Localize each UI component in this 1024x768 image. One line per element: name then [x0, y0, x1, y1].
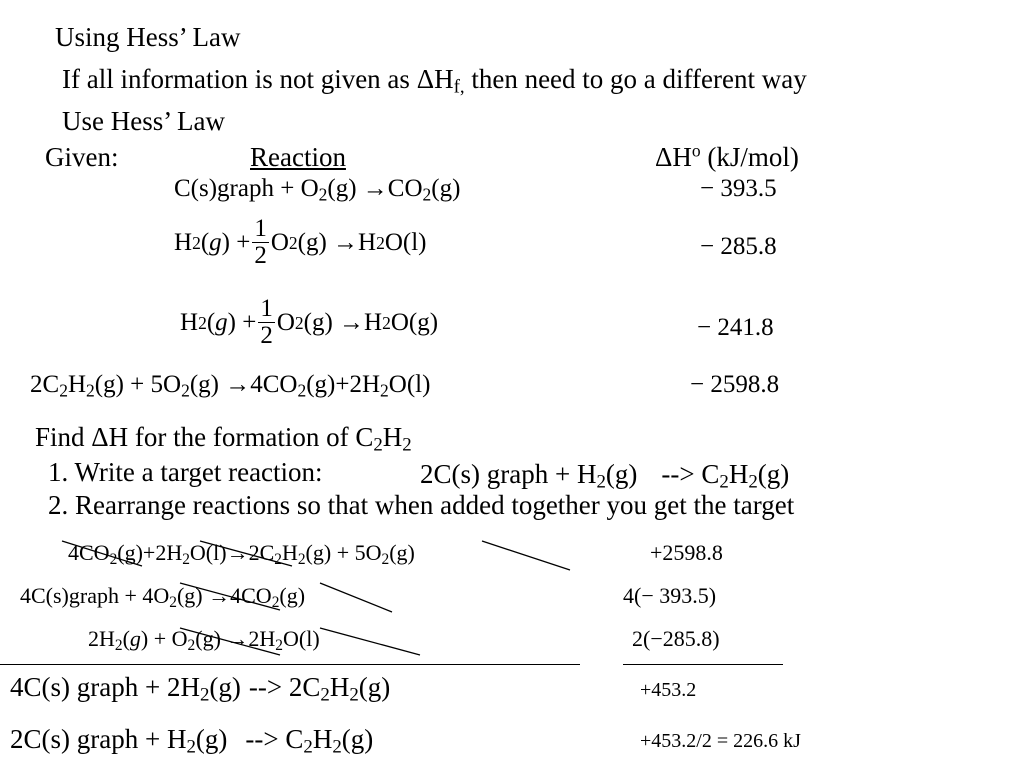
intro-line-1: If all information is not given as $\Delta H_{f,}$ then need to go a different way	[62, 64, 807, 98]
strike-2h2o-right	[320, 628, 420, 655]
given-reaction-2: H 2 ( g ) + $\frac{1}{2}$ O 2 (g) →H 2 O(l)	[174, 215, 427, 270]
rearranged-reaction-2: 4C(s)graph + $4O_2(g) \to 4CO_2(g)$	[20, 583, 306, 611]
rearranged-enthalpy-2: 4(− 393.5)	[623, 583, 717, 608]
rearranged-enthalpy-1: +2598.8	[650, 540, 723, 565]
given-enthalpy-3: − 241.8	[697, 314, 774, 341]
step-1-label: 1. Write a target reaction:	[48, 457, 323, 487]
given-enthalpy-4: − 2598.8	[690, 371, 780, 398]
reaction-column-header: Reaction	[250, 142, 346, 172]
given-reaction-1: C(s)graph + $O_2(g) \to CO_2(g)$	[174, 175, 461, 205]
enthalpy-column-header: $\Delta H^o$ (kJ/mol)	[655, 140, 799, 172]
given-reaction-3: H 2 ( g ) + $\frac{1}{2}$ O 2 (g) →H 2 O(g)	[180, 295, 439, 350]
given-label: Given:	[45, 142, 119, 172]
find-prompt: Find ΔH for the formation of $C_2H_2$	[35, 422, 412, 456]
rearranged-enthalpy-3: 2(−285.8)	[632, 626, 720, 651]
sum-rule-enthalpy	[623, 664, 783, 665]
sum-rule-reactions	[0, 664, 580, 665]
final-enthalpy-answer: +453.2/2 = 226.6 kJ	[640, 730, 801, 752]
step-2-label: 2. Rearrange reactions so that when added together you get the target	[48, 490, 795, 520]
given-enthalpy-2: − 285.8	[700, 233, 777, 260]
summed-reaction: 4C(s) graph + $2H_2(g)$ --> $2C_2H_2(g)$	[10, 672, 391, 706]
slide-title: Using Hess’ Law	[55, 22, 241, 52]
fraction-one-half: $\frac{1}{2}$	[260, 295, 273, 350]
final-reaction: 2C(s) graph + $H_2(g)$ --> $C_2H_2(g)$	[10, 724, 374, 758]
rearranged-reaction-1: $4CO_2(g)+2H_2O(l)\to 2C_2H_2(g) + 5O_2(g)$	[68, 540, 415, 568]
given-enthalpy-1: − 393.5	[700, 175, 777, 202]
rearranged-reaction-3: $2H_2(g) + O_2(g) \to 2H_2O(l)$	[88, 626, 320, 654]
target-reaction: 2C(s) graph + $H_2(g)$ --> $C_2H_2(g)$	[420, 459, 790, 493]
fraction-one-half: $\frac{1}{2}$	[254, 215, 267, 270]
summed-enthalpy: +453.2	[640, 679, 697, 701]
strike-4co2-right	[320, 583, 392, 612]
intro-line-2: Use Hess’ Law	[62, 106, 225, 136]
strike-5o2-left	[482, 541, 570, 570]
given-reaction-4: $2C_2H_2(g) + 5O_2(g) \to 4CO_2(g)+2H_2O(l)$	[30, 371, 431, 401]
